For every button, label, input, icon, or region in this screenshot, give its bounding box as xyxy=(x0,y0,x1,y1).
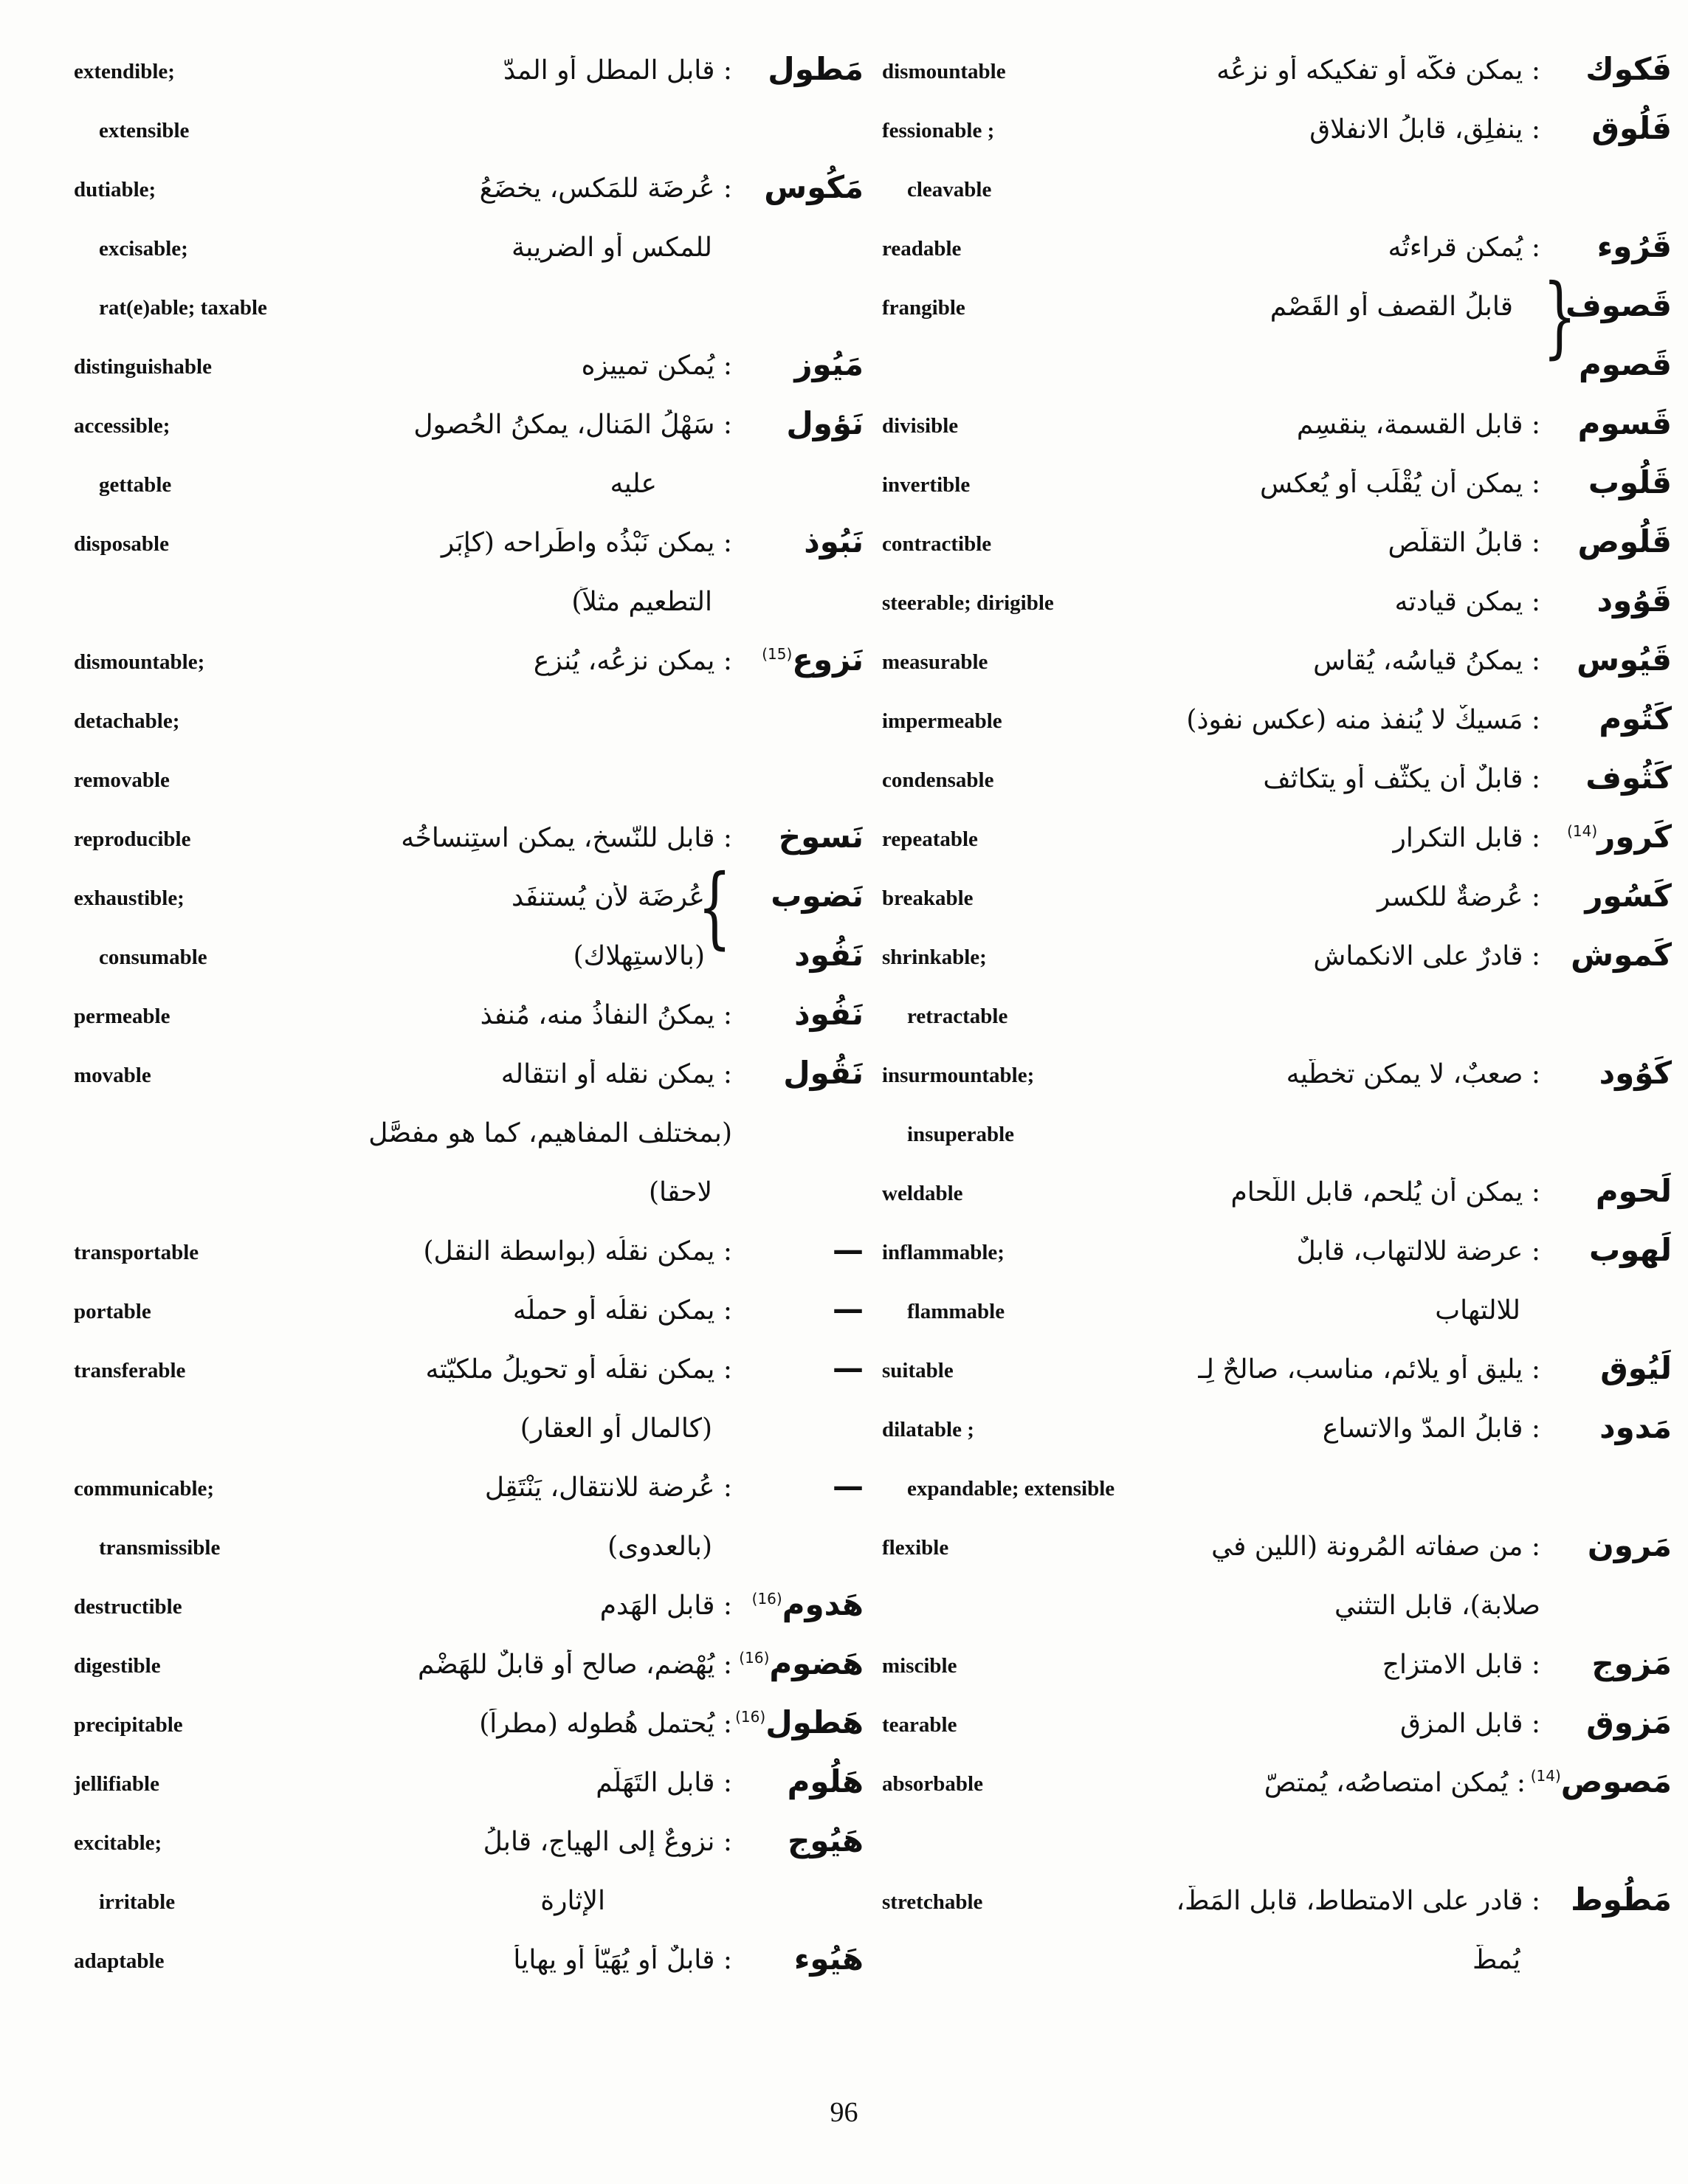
entry-row xyxy=(882,1461,1672,1506)
english-term: excitable; xyxy=(74,1831,162,1855)
arabic-definition: : يمكنُ النفاذُ منه، مُنفذ xyxy=(480,1000,732,1030)
english-term: measurable xyxy=(882,650,988,674)
arabic-headword: نَفُوذ xyxy=(794,996,864,1032)
arabic-headword: كَرور$^{(14)}$ xyxy=(1567,819,1672,855)
english-term: readable xyxy=(882,237,962,261)
arabic-definition: (بالاستِهلاك) xyxy=(573,941,705,971)
english-term: tearable xyxy=(882,1713,957,1737)
arabic-definition: : قابلٌ أو يُهَيّأ أو يهايأ xyxy=(513,1945,732,1975)
entry-row xyxy=(74,1284,864,1329)
arabic-definition: (كالمال أو العقار) xyxy=(520,1413,712,1444)
arabic-headword: قَلُوب xyxy=(1588,464,1672,500)
arabic-headword: — xyxy=(833,1291,864,1327)
arabic-headword: مَطول xyxy=(768,51,864,87)
entry-row xyxy=(882,44,1672,89)
arabic-definition: : يمكن نقله أو انتقاله xyxy=(500,1059,732,1089)
arabic-headword: لَيُوق xyxy=(1600,1350,1672,1386)
english-term: suitable xyxy=(882,1359,954,1382)
english-term: reproducible xyxy=(74,827,191,851)
english-term: inflammable; xyxy=(882,1241,1005,1264)
arabic-definition: : ينفلِق، قابلُ الانفلاق xyxy=(1309,114,1540,145)
english-term: dilatable ; xyxy=(882,1418,974,1441)
arabic-headword: قَوُود xyxy=(1596,582,1672,619)
entry-row xyxy=(74,635,864,679)
arabic-headword: كَثُوف xyxy=(1585,759,1672,796)
english-term: divisible xyxy=(882,414,959,438)
english-term: weldable xyxy=(882,1182,963,1205)
arabic-headword: هَيُوء xyxy=(793,1940,864,1977)
arabic-headword: مَيُوز xyxy=(794,346,864,382)
arabic-headword: قَرُوء xyxy=(1596,228,1672,264)
entry-row xyxy=(882,1225,1672,1270)
entry-row xyxy=(882,399,1672,443)
arabic-headword: مَصوص$^{(14)}$ xyxy=(1530,1763,1672,1799)
entry-row xyxy=(74,1402,864,1447)
entry-row xyxy=(74,340,864,384)
arabic-headword: قَيُوس xyxy=(1577,641,1672,678)
english-term: invertible xyxy=(882,473,971,497)
arabic-headword: لَحوم xyxy=(1595,1173,1672,1209)
entry-row xyxy=(74,103,864,148)
arabic-definition: : يمكن قيادته xyxy=(1394,587,1540,617)
entry-row xyxy=(74,162,864,207)
english-term: condensable xyxy=(882,768,994,792)
arabic-definition: الإثارة xyxy=(540,1886,605,1916)
english-term: contractible xyxy=(882,532,992,556)
arabic-definition: : يُهْضم، صالح أو قابلٌ للهَضْم xyxy=(417,1650,732,1680)
entry-row xyxy=(882,576,1672,620)
arabic-definition: : قابل للنّسخ، يمكن استِنساخُه xyxy=(401,823,732,853)
english-term: transportable xyxy=(74,1241,199,1264)
arabic-headword: نَؤول xyxy=(786,405,864,441)
english-term: insuperable xyxy=(907,1123,1015,1146)
entry-row xyxy=(882,989,1672,1033)
arabic-definition: (بالعدوى) xyxy=(607,1532,712,1562)
arabic-headword: مَزوق xyxy=(1586,1704,1672,1740)
arabic-headword: هَضوم$^{(16)}$ xyxy=(739,1645,864,1681)
entry-row xyxy=(74,694,864,738)
arabic-definition: : يمكن أن يُقْلَب أو يُعكس xyxy=(1260,469,1540,499)
english-term: exhaustible; xyxy=(74,886,185,910)
english-term: stretchable xyxy=(882,1890,983,1914)
arabic-definition: : قابل المزق xyxy=(1399,1709,1540,1739)
entry-row xyxy=(74,280,864,325)
arabic-definition: : يمكن فكُّه أو تفكيكه أو نزعُه xyxy=(1216,55,1540,86)
arabic-headword: فَكوك xyxy=(1585,51,1672,87)
arabic-definition: : عرضة للالتهاب، قابلٌ xyxy=(1296,1236,1540,1267)
entry-row xyxy=(882,930,1672,974)
entry-row xyxy=(882,221,1672,266)
arabic-definition: : قابل المطل أو المدّ xyxy=(503,55,732,86)
english-term: movable xyxy=(74,1064,151,1087)
arabic-definition: : يمكن نَبْذُه واطِّراحه (كإبَر xyxy=(441,528,732,558)
entry-row xyxy=(882,1048,1672,1092)
arabic-definition: : قابل الهَدم xyxy=(599,1591,732,1621)
arabic-definition: : عُرضة للانتقال، يَنْتَقِل xyxy=(484,1472,732,1503)
arabic-definition: : قابل الامتزاج xyxy=(1382,1650,1540,1680)
english-term: disposable xyxy=(74,532,169,556)
entry-row xyxy=(74,221,864,266)
english-term: destructible xyxy=(74,1595,182,1619)
arabic-definition: : يُمكن تمييزه xyxy=(581,351,732,381)
arabic-definition: : قابل التكرار xyxy=(1393,823,1540,853)
arabic-definition: : قابل التَهَلّم xyxy=(596,1768,732,1798)
english-term: fessionable ; xyxy=(882,119,995,142)
arabic-headword: مَزوج xyxy=(1591,1645,1672,1681)
arabic-definition: عُرضَة لأن يُستنفَد xyxy=(511,882,705,912)
entry-row xyxy=(74,1461,864,1506)
footnote-marker: (16) xyxy=(735,1708,766,1726)
english-term: absorbable xyxy=(882,1772,983,1796)
english-term: digestible xyxy=(74,1654,161,1678)
arabic-headword: مَكُوس xyxy=(764,169,864,205)
english-term: adaptable xyxy=(74,1949,165,1973)
arabic-definition: : يمكن نزعُه، يُنزع xyxy=(533,646,732,676)
entry-row xyxy=(74,1934,864,1978)
entry-row xyxy=(74,1639,864,1683)
arabic-definition: : عُرضَة للمَكس، يخضَعُ xyxy=(479,173,732,204)
entry-row xyxy=(882,1402,1672,1447)
entry-row xyxy=(882,635,1672,679)
arabic-definition: للمكس أو الضريبة xyxy=(511,232,712,263)
english-term: permeable xyxy=(74,1005,170,1028)
arabic-headword: نَضوب xyxy=(771,878,864,914)
entry-row xyxy=(882,1166,1672,1210)
english-term: expandable; extensible xyxy=(907,1477,1115,1501)
arabic-headword: نَبُوذ xyxy=(804,523,864,559)
entry-row xyxy=(74,517,864,561)
arabic-definition: : يليق أو يلائم، مناسب، صالحٌ لِـ xyxy=(1198,1354,1540,1385)
entry-row xyxy=(882,812,1672,856)
entry-row xyxy=(882,1934,1672,1978)
english-term: excisable; xyxy=(99,237,188,261)
arabic-headword: كَموش xyxy=(1571,937,1672,973)
entry-row xyxy=(74,871,864,915)
arabic-headword: مَرون xyxy=(1587,1527,1672,1563)
arabic-headword: قَصوم xyxy=(1579,346,1672,382)
entry-row xyxy=(882,1639,1672,1683)
left-column xyxy=(74,44,864,2037)
entry-row xyxy=(882,1698,1672,1742)
arabic-definition: : سَهْلُ المَنال، يمكنُ الحُصول xyxy=(413,410,732,440)
footnote-marker: (14) xyxy=(1530,1767,1561,1785)
entry-row xyxy=(882,1875,1672,1919)
english-term: repeatable xyxy=(882,827,978,851)
entry-row xyxy=(882,1343,1672,1388)
english-term: frangible xyxy=(882,296,965,320)
english-term: flammable xyxy=(907,1300,1005,1323)
arabic-headword: هَلُوم xyxy=(787,1763,864,1799)
arabic-definition: : يمكن نقلُه أو تحويلُ ملكيّته xyxy=(425,1354,732,1385)
english-term: precipitable xyxy=(74,1713,183,1737)
arabic-definition: لاحقا) xyxy=(648,1177,712,1208)
arabic-definition: : قادر على الامتطاط، قابل المَطّ، xyxy=(1176,1886,1540,1916)
arabic-definition: (بمختلف المفاهيم، كما هو مفصَّل xyxy=(368,1118,732,1148)
footnote-marker: (14) xyxy=(1567,822,1598,840)
arabic-headword: فَلُوق xyxy=(1591,110,1672,146)
arabic-definition: للالتهاب xyxy=(1435,1295,1520,1326)
entry-row xyxy=(74,1698,864,1742)
arabic-definition: : يُحتمل هُطوله (مطراً) xyxy=(479,1709,732,1739)
entry-row xyxy=(882,753,1672,797)
english-term: removable xyxy=(74,768,170,792)
arabic-headword: هَيُوج xyxy=(788,1822,864,1859)
entry-row xyxy=(74,1343,864,1388)
entry-row xyxy=(882,1757,1672,1801)
english-term: impermeable xyxy=(882,709,1002,733)
english-term: jellifiable xyxy=(74,1772,159,1796)
entry-row xyxy=(74,930,864,974)
entry-row xyxy=(74,1757,864,1801)
arabic-definition: صلابة)، قابل التثني xyxy=(1334,1591,1540,1621)
arabic-headword: كَسُور xyxy=(1585,878,1672,914)
arabic-definition: : قادرٌ على الانكماش xyxy=(1313,941,1540,971)
entry-row xyxy=(74,1816,864,1860)
arabic-definition: عليه xyxy=(610,469,657,499)
entry-row xyxy=(882,103,1672,148)
arabic-headword: مَطُوط xyxy=(1571,1881,1672,1918)
arabic-definition: : يمكن نقلُه أو حملُه xyxy=(512,1295,732,1326)
entry-row xyxy=(882,458,1672,502)
entry-row xyxy=(882,1580,1672,1624)
english-term: accessible; xyxy=(74,414,170,438)
arabic-headword: لَهوب xyxy=(1588,1232,1672,1268)
arabic-definition: : قابلُ المدّ والاتساع xyxy=(1322,1413,1540,1444)
english-term: gettable xyxy=(99,473,172,497)
arabic-definition: : عُرضةٌ للكسر xyxy=(1377,882,1540,912)
english-term: detachable; xyxy=(74,709,180,733)
footnote-marker: (15) xyxy=(762,645,793,663)
entry-row xyxy=(74,1520,864,1565)
entry-row xyxy=(74,1875,864,1919)
english-term: communicable; xyxy=(74,1477,215,1501)
arabic-headword: قَسوم xyxy=(1577,405,1672,441)
entry-row xyxy=(74,1107,864,1151)
arabic-headword: قَصوف xyxy=(1565,287,1672,323)
arabic-headword: — xyxy=(833,1232,864,1268)
entry-row xyxy=(74,753,864,797)
arabic-definition: : يمكنُ قياسُه، يُقاس xyxy=(1313,646,1540,676)
arabic-headword: نَزوع$^{(15)}$ xyxy=(762,641,864,678)
english-term: consumable xyxy=(99,945,207,969)
english-term: extendible; xyxy=(74,60,175,83)
arabic-definition: : يُمكن قراءتُه xyxy=(1388,232,1540,263)
english-term: miscible xyxy=(882,1654,957,1678)
english-term: flexible xyxy=(882,1536,949,1560)
english-term: dutiable; xyxy=(74,178,156,201)
arabic-definition: : من صفاته المُرونة (اللين في xyxy=(1211,1532,1540,1562)
entry-row xyxy=(882,1520,1672,1565)
english-term: portable xyxy=(74,1300,151,1323)
english-term: dismountable; xyxy=(74,650,205,674)
arabic-headword: — xyxy=(833,1468,864,1504)
arabic-definition: : يمكن نقلُه (بواسطة النقل) xyxy=(423,1236,732,1267)
english-term: retractable xyxy=(907,1005,1008,1028)
english-term: distinguishable xyxy=(74,355,212,379)
arabic-definition: : نزوعٌ إلى الهِياج، قابلُ xyxy=(483,1827,732,1857)
arabic-headword: نَفُود xyxy=(794,937,864,973)
entry-row xyxy=(882,871,1672,915)
arabic-headword: هَدوم$^{(16)}$ xyxy=(751,1586,864,1622)
arabic-definition: : قابلُ التقلُّص xyxy=(1388,528,1540,558)
arabic-definition: : يمكن أن يُلحم، قابل اللّحام xyxy=(1230,1177,1540,1208)
english-term: steerable; dirigible xyxy=(882,591,1054,615)
footnote-marker: (16) xyxy=(751,1590,782,1608)
arabic-definition: قابلُ القصف أو القَصْم xyxy=(1270,292,1513,322)
entry-row xyxy=(882,1107,1672,1151)
english-term: cleavable xyxy=(907,178,992,201)
arabic-headword: — xyxy=(833,1350,864,1386)
arabic-definition: : يُمكن امتصاصُه، يُمتصّ xyxy=(1264,1768,1526,1798)
arabic-headword: هَطول$^{(16)}$ xyxy=(735,1704,864,1740)
entry-row xyxy=(882,1284,1672,1329)
right-column xyxy=(882,44,1672,2037)
entry-row xyxy=(74,576,864,620)
english-term: transmissible xyxy=(99,1536,221,1560)
arabic-definition: : قابلٌ أن يكثّف أو يتكاثف xyxy=(1263,764,1540,794)
english-term: irritable xyxy=(99,1890,176,1914)
entry-row xyxy=(74,1580,864,1624)
arabic-definition: : قابل القسمة، ينقسِم xyxy=(1296,410,1540,440)
entry-row xyxy=(74,1166,864,1210)
english-term: breakable xyxy=(882,886,974,910)
grouping-brace: } xyxy=(1543,266,1577,368)
english-term: rat(e)able; taxable xyxy=(99,296,267,320)
grouping-brace: { xyxy=(697,856,732,959)
arabic-definition: : مَسيكٌ لا يُنفذ منه (عكس نفوذ) xyxy=(1186,705,1540,735)
entry-row xyxy=(882,162,1672,207)
entry-row xyxy=(74,1225,864,1270)
arabic-definition: التطعيم مثلاً) xyxy=(571,587,712,617)
arabic-headword: مَدود xyxy=(1599,1409,1672,1445)
entry-row xyxy=(74,812,864,856)
entry-row xyxy=(74,989,864,1033)
english-term: dismountable xyxy=(882,60,1006,83)
english-term: extensible xyxy=(99,119,190,142)
entry-row xyxy=(882,517,1672,561)
arabic-headword: كَتُوم xyxy=(1599,700,1672,737)
arabic-headword: نَقُول xyxy=(783,1055,864,1091)
footnote-marker: (16) xyxy=(739,1649,770,1667)
arabic-headword: كَوُود xyxy=(1599,1055,1672,1091)
arabic-headword: قَلُوص xyxy=(1577,523,1672,559)
entry-row xyxy=(74,44,864,89)
arabic-definition: : صعبٌ، لا يمكن تخطّيه xyxy=(1286,1059,1540,1089)
page-number: 96 xyxy=(830,2097,858,2128)
entry-row xyxy=(74,399,864,443)
entry-row xyxy=(882,340,1672,384)
entry-row xyxy=(882,694,1672,738)
entry-row xyxy=(74,1048,864,1092)
english-term: insurmountable; xyxy=(882,1064,1035,1087)
english-term: transferable xyxy=(74,1359,186,1382)
english-term: shrinkable; xyxy=(882,945,987,969)
arabic-definition: يُمطّ xyxy=(1472,1945,1520,1975)
arabic-headword: نَسوخ xyxy=(778,819,864,855)
entry-row xyxy=(74,458,864,502)
